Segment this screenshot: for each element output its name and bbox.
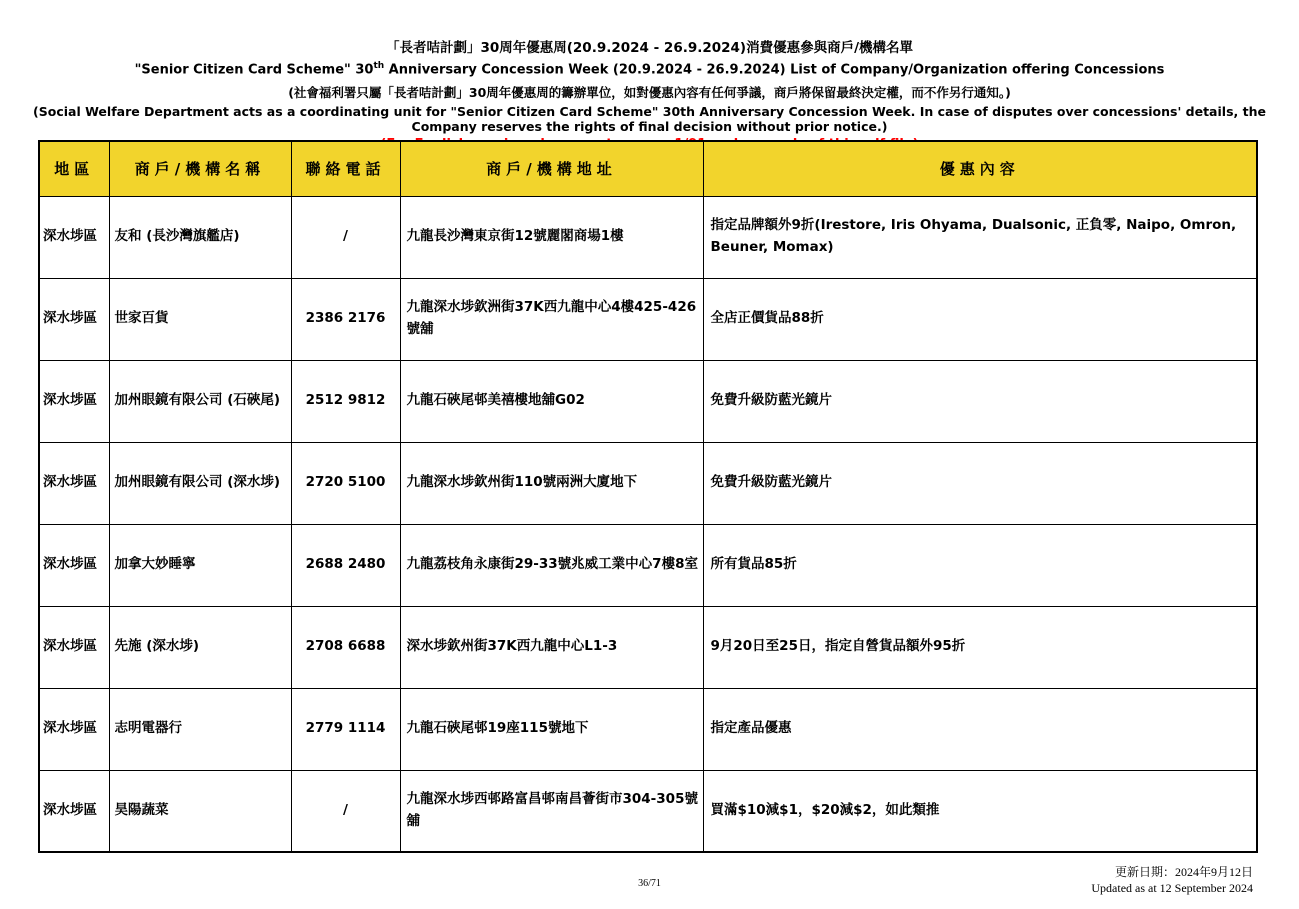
disclaimer-zh: (社會福利署只屬「長者咭計劃」30周年優惠周的籌辦單位，如對優惠內容有任何爭議，商戶將保留最終決定權，而不作另行通知。) — [288, 85, 1011, 101]
update-date-block — [1091, 865, 1253, 896]
cell-concession: 全店正價貨品88折 — [703, 278, 1257, 360]
table-row — [39, 278, 1257, 360]
cell-district: 深水埗區 — [39, 278, 109, 360]
cell-address: 九龍長沙灣東京街12號麗閣商場1樓 — [400, 196, 703, 278]
table-row — [39, 606, 1257, 688]
update-date-en: Updated as at 12 September 2024 — [1091, 880, 1253, 895]
cell-phone: 2386 2176 — [291, 278, 400, 360]
update-date-zh: 更新日期：2024年9月12日 — [1114, 865, 1253, 879]
column-header: 優惠內容 — [703, 141, 1257, 196]
cell-phone: 2779 1114 — [291, 688, 400, 770]
cell-district: 深水埗區 — [39, 606, 109, 688]
cell-phone: 2720 5100 — [291, 442, 400, 524]
table-row — [39, 688, 1257, 770]
column-header: 商戶/機構名稱 — [109, 141, 291, 196]
cell-address: 九龍深水埗西邨路富昌邨南昌薈街市304-305號舖 — [400, 770, 703, 852]
cell-merchant-name: 友和 (長沙灣旗艦店) — [109, 196, 291, 278]
cell-merchant-name: 昊陽蔬菜 — [109, 770, 291, 852]
table-row — [39, 442, 1257, 524]
column-header: 地區 — [39, 141, 109, 196]
title-en-pre: "Senior Citizen Card Scheme" 30 — [134, 62, 374, 78]
cell-merchant-name: 先施 (深水埗) — [109, 606, 291, 688]
title-en — [0, 61, 1299, 77]
document-header — [0, 36, 1299, 152]
cell-district: 深水埗區 — [39, 196, 109, 278]
cell-address: 九龍深水埗欽州街110號兩洲大廈地下 — [400, 442, 703, 524]
concessions-table — [38, 140, 1258, 853]
page-number: 36/71 — [638, 878, 661, 889]
table-row — [39, 770, 1257, 852]
cell-district: 深水埗區 — [39, 442, 109, 524]
cell-phone: / — [291, 770, 400, 852]
title-zh: 「長者咭計劃」30周年優惠周(20.9.2024 - 26.9.2024)消費優惠參與商戶/機構名單 — [385, 40, 914, 56]
cell-district: 深水埗區 — [39, 688, 109, 770]
cell-phone: / — [291, 196, 400, 278]
table-header-row — [39, 141, 1257, 196]
cell-merchant-name: 加拿大妙睡寧 — [109, 524, 291, 606]
column-header: 聯絡電話 — [291, 141, 400, 196]
cell-concession: 免費升級防藍光鏡片 — [703, 442, 1257, 524]
cell-phone: 2708 6688 — [291, 606, 400, 688]
cell-phone: 2688 2480 — [291, 524, 400, 606]
cell-phone: 2512 9812 — [291, 360, 400, 442]
cell-concession: 所有貨品85折 — [703, 524, 1257, 606]
title-en-post: Anniversary Concession Week (20.9.2024 - 26.9.2024) List of Company/Organization offering Concessions — [384, 62, 1165, 78]
cell-concession: 買滿$10減$1，$20減$2，如此類推 — [703, 770, 1257, 852]
cell-district: 深水埗區 — [39, 770, 109, 852]
cell-merchant-name: 加州眼鏡有限公司 (深水埗) — [109, 442, 291, 524]
table-row — [39, 196, 1257, 278]
cell-concession: 9月20日至25日，指定自營貨品額外95折 — [703, 606, 1257, 688]
title-en-superscript: th — [373, 61, 385, 71]
cell-concession: 指定產品優惠 — [703, 688, 1257, 770]
cell-concession: 免費升級防藍光鏡片 — [703, 360, 1257, 442]
cell-address: 九龍石硤尾邨19座115號地下 — [400, 688, 703, 770]
cell-concession: 指定品牌額外9折(Irestore, Iris Ohyama, Dualsonic, 正負零, Naipo, Omron, Beuner, Momax) — [703, 196, 1257, 278]
disclaimer-en: (Social Welfare Department acts as a coordinating unit for "Senior Citizen Card Scheme" 30th Anniversary Concession Week. In case of disputes over concessions' details, the Company reserves the rights of final decision without prior notice.) — [33, 104, 1266, 135]
cell-address: 深水埗欽州街37K西九龍中心L1-3 — [400, 606, 703, 688]
column-header: 商戶/機構地址 — [400, 141, 703, 196]
cell-district: 深水埗區 — [39, 524, 109, 606]
cell-address: 九龍深水埗欽洲街37K西九龍中心4樓425-426號舖 — [400, 278, 703, 360]
cell-address: 九龍荔枝角永康街29-33號兆威工業中心7樓8室 — [400, 524, 703, 606]
table-row — [39, 360, 1257, 442]
cell-district: 深水埗區 — [39, 360, 109, 442]
cell-merchant-name: 志明電器行 — [109, 688, 291, 770]
cell-address: 九龍石硤尾邨美禧樓地舖G02 — [400, 360, 703, 442]
cell-merchant-name: 世家百貨 — [109, 278, 291, 360]
cell-merchant-name: 加州眼鏡有限公司 (石硤尾) — [109, 360, 291, 442]
table-row — [39, 524, 1257, 606]
